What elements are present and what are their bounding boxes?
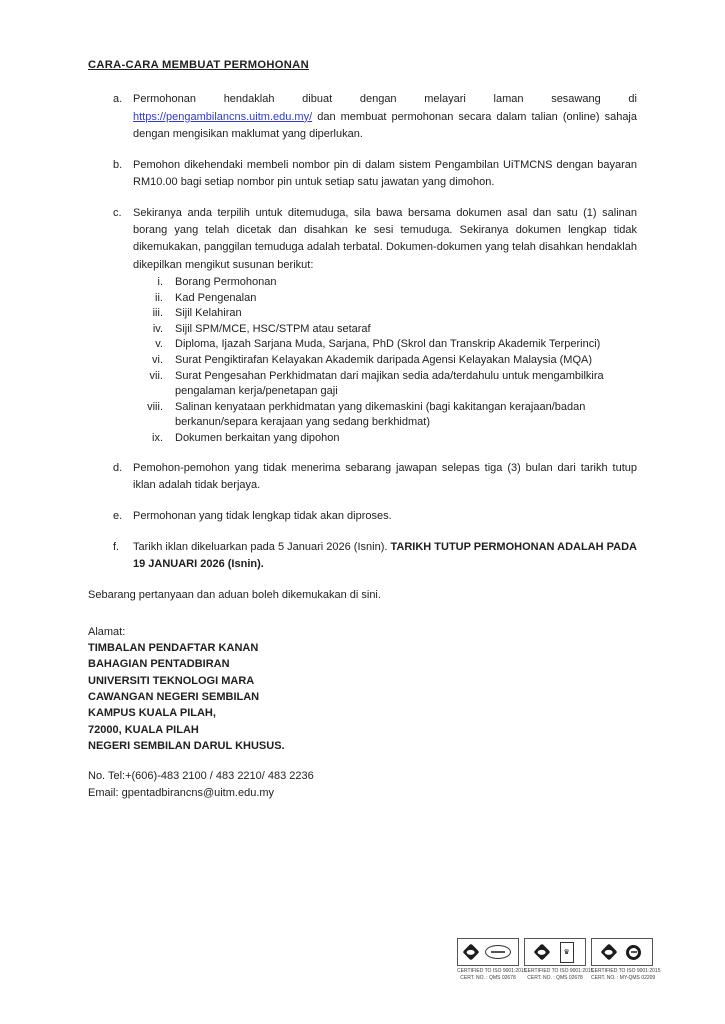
list-item-b-body: Pemohon dikehendaki membeli nombor pin di dalam sistem Pengambilan UiTMCNS dengan bayaran RM10.00 bagi setiap nombor pin untuk setiap satu jawatan yang dimohon. — [133, 158, 637, 188]
sublist-item-label: ii. — [155, 291, 163, 304]
address-line: KAMPUS KUALA PILAH, — [88, 707, 216, 720]
address-block — [88, 640, 637, 754]
item-a-text-before: Permohonan hendaklah dibuat dengan melayari laman sesawang di — [133, 93, 637, 106]
document-content — [88, 57, 637, 802]
certification-standard: CERTIFIED TO ISO 9001:2015 — [591, 968, 661, 974]
certification-badge — [591, 938, 661, 981]
contact-phone: No. Tel:+(606)-483 2100 / 483 2210/ 483 2236 — [88, 770, 314, 783]
sirim-diamond-icon — [601, 944, 618, 961]
sublist-item — [133, 291, 637, 307]
list-item-a-label: a. — [113, 93, 123, 106]
sublist-item-text: Borang Permohonan — [175, 275, 277, 288]
sublist-item-label: ix. — [152, 431, 163, 444]
sublist-item-label: iii. — [152, 307, 163, 320]
sublist-item-label: vi. — [152, 353, 163, 366]
sublist-item — [133, 431, 637, 447]
sublist-item — [133, 275, 637, 291]
sublist-item-label: iv. — [152, 322, 163, 335]
certification-badge — [524, 938, 594, 981]
sublist-item-text: Surat Pengesahan Perkhidmatan dari majikan sedia ada/terdahulu untuk mengambilkira pengalaman kerja/penetapan gaji — [175, 369, 604, 398]
sublist-item — [133, 337, 637, 353]
page-title: CARA-CARA MEMBUAT PERMOHONAN — [88, 59, 309, 71]
address-line: UNIVERSITI TEKNOLOGI MARA — [88, 674, 255, 687]
list-item-a — [88, 91, 637, 143]
document-sublist — [133, 275, 637, 447]
sublist-item-text: Sijil Kelahiran — [175, 307, 242, 320]
address-line: NEGERI SEMBILAN DARUL KHUSUS. — [88, 739, 285, 752]
item-a-text-after: dan membuat permohonan secara dalam talian (online) sahaja dengan mengisikan maklumat yang diperlukan. — [133, 110, 637, 140]
certification-caption — [457, 968, 527, 981]
certification-badge — [457, 938, 527, 981]
sublist-item-text: Kad Pengenalan — [175, 291, 257, 304]
list-item-d-body: Pemohon-pemohon yang tidak menerima sebarang jawapan selepas tiga (3) bulan dari tarikh tutup iklan adalah tidak berjaya. — [133, 462, 637, 492]
certification-logos — [457, 938, 519, 966]
certification-standard: CERTIFIED TO ISO 9001:2015 — [524, 968, 594, 974]
closing-date-text: TARIKH TUTUP PERMOHONAN ADALAH PADA 19 JANUARI 2026 (Isnin). — [133, 540, 637, 571]
certification-number: CERT. NO. : MY-QMS 02209 — [591, 974, 656, 981]
address-label: Alamat: — [88, 625, 126, 638]
certification-footer — [457, 938, 661, 981]
sublist-item-label: vii. — [149, 369, 163, 382]
sublist-item — [133, 353, 637, 369]
list-item-a-body — [133, 91, 637, 143]
sublist-item — [133, 400, 637, 431]
address-line: BAHAGIAN PENTADBIRAN — [88, 658, 230, 671]
list-item-f-body — [133, 539, 637, 574]
sublist-item-text: Sijil SPM/MCE, HSC/STPM atau setaraf — [175, 322, 371, 335]
iqnet-circle-icon — [626, 945, 641, 960]
sublist-item-text: Surat Pengiktirafan Kelayakan Akademik daripada Agensi Kelayakan Malaysia (MQA) — [175, 353, 593, 366]
ukas-crown-icon: ♛ — [560, 942, 574, 963]
application-portal-link[interactable]: https://pengambilancns.uitm.edu.my/ — [133, 110, 313, 123]
sublist-item-label: v. — [155, 338, 163, 351]
sublist-item — [133, 322, 637, 338]
list-item-e — [88, 508, 637, 525]
certification-caption — [524, 968, 594, 981]
sublist-item — [133, 369, 637, 400]
oval-accreditation-icon — [485, 945, 511, 959]
sirim-diamond-icon — [534, 944, 551, 961]
contact-email: Email: gpentadbirancns@uitm.edu.my — [88, 787, 275, 800]
address-line: 72000, KUALA PILAH — [88, 723, 199, 736]
address-line: TIMBALAN PENDAFTAR KANAN — [88, 642, 259, 655]
sirim-diamond-icon — [463, 944, 480, 961]
certification-logos — [591, 938, 653, 966]
list-item-b — [88, 157, 637, 192]
list-item-d-label: d. — [113, 462, 123, 474]
sublist-item-label: viii. — [147, 400, 163, 413]
list-item-f — [88, 539, 637, 574]
certification-logos — [524, 938, 586, 966]
sublist-item — [133, 306, 637, 322]
item-f-text-normal: Tarikh iklan dikeluarkan pada 5 Januari 2026 (Isnin). — [133, 540, 391, 553]
list-item-b-label: b. — [113, 158, 123, 171]
contact-block — [88, 768, 637, 802]
sublist-item-text: Salinan kenyataan perkhidmatan yang dikemaskini (bagi kakitangan kerajaan/badan berkanun/separa kerajaan yang sedang berkhidmat) — [175, 400, 586, 429]
sublist-item-text: Dokumen berkaitan yang dipohon — [175, 431, 340, 444]
list-item-f-label: f. — [113, 540, 120, 553]
list-item-e-body: Permohonan yang tidak lengkap tidak akan diproses. — [133, 510, 392, 523]
certification-number: CERT. NO. : QMS 02678 — [527, 974, 583, 981]
list-item-c — [88, 205, 637, 447]
list-item-c-label: c. — [113, 206, 122, 219]
list-item-c-text: Sekiranya anda terpilih untuk ditemuduga, sila bawa bersama dokumen asal dan satu (1) salinan borang yang telah dicetak dan disahkan ke sesi temuduga. Sekiranya dokumen lengkap tidak dikemukakan, panggilan temuduga adalah terbatal. Dokumen-dokumen yang telah disahkan hendaklah dikepilkan mengikut susunan berikut: — [133, 206, 637, 271]
certification-standard: CERTIFIED TO ISO 9001:2015 — [457, 968, 527, 974]
enquiry-note: Sebarang pertanyaan dan aduan boleh dikemukakan di sini. — [88, 589, 381, 602]
certification-number: CERT. NO. : QMS 02678 — [460, 974, 516, 981]
list-item-e-label: e. — [113, 510, 123, 523]
sublist-item-label: i. — [157, 275, 163, 288]
list-item-d — [88, 460, 637, 495]
list-item-c-body — [133, 205, 637, 447]
sublist-item-text: Diploma, Ijazah Sarjana Muda, Sarjana, PhD (Skrol dan Transkrip Akademik Terperinci) — [175, 338, 601, 351]
address-line: CAWANGAN NEGERI SEMBILAN — [88, 690, 260, 703]
certification-caption — [591, 968, 661, 981]
